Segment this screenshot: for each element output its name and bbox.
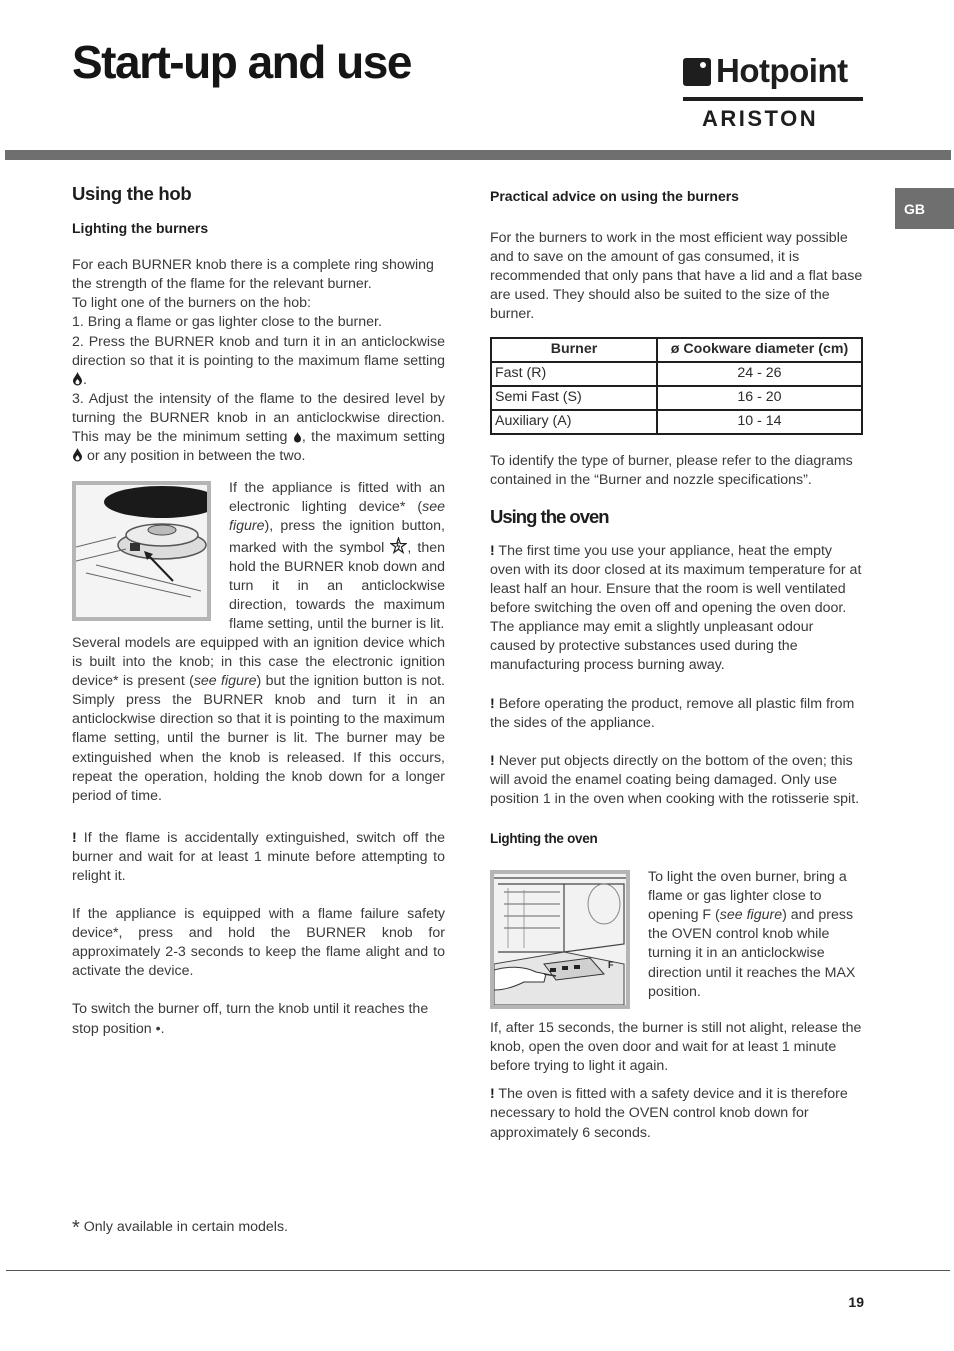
page-number: 19 bbox=[848, 1294, 864, 1310]
paragraph: If, after 15 seconds, the burner is still not alight, release the knob, open the oven door and wait for at least 1 minute before trying to light it again. bbox=[490, 1020, 862, 1075]
oven-lighting-block bbox=[490, 868, 863, 1013]
switch-off-paragraph: To switch the burner off, turn the knob until it reaches the stop position •. bbox=[72, 1001, 429, 1037]
table-header: ø Cookware diameter (cm) bbox=[657, 338, 862, 362]
table-cell: Fast (R) bbox=[491, 362, 657, 386]
table-cell: Auxiliary (A) bbox=[491, 410, 657, 434]
language-tab: GB bbox=[895, 188, 954, 229]
warning-oven-bottom: ! Never put objects directly on the bottom of the oven; this will avoid the enamel coating being damaged. Only use position 1 in the oven when cooking with the rotisserie spit. bbox=[490, 752, 860, 807]
hob-burner-figure bbox=[72, 481, 211, 621]
hotpoint-ariston-logo bbox=[682, 52, 864, 132]
step-3: 3. Adjust the intensity of the flame to the desired level by turning the BURNER knob in an anticlockwise direction. This may be the minimum setting , the maximum setting or any position in between the two. bbox=[72, 390, 445, 465]
table-row bbox=[491, 410, 862, 434]
table-header: Burner bbox=[491, 338, 657, 362]
table-cell: 16 - 20 bbox=[657, 386, 862, 410]
ignition-spark-icon bbox=[390, 537, 407, 554]
max-flame-icon bbox=[72, 448, 83, 462]
brand-name: Hotpoint bbox=[716, 52, 848, 89]
table-cell: 10 - 14 bbox=[657, 410, 862, 434]
step-2: 2. Press the BURNER knob and turn it in an anticlockwise direction so that it is pointing to the maximum flame setting . bbox=[72, 333, 445, 388]
built-in-ignition-paragraph: Several models are equipped with an ignition device which is built into the knob; in this case the electronic ignition device* is present (see figure) but the ignition button is not. Simply press the BURNER knob and turn it in an anticlockwise direction so that it is pointing to the maximum flame setting, until the burner is lit. The burner may be extinguished when the knob is released. If this occurs, repeat the operation, holding the knob down for a longer period of time. bbox=[72, 634, 446, 804]
section-heading-oven: Using the oven bbox=[490, 505, 609, 527]
flame-failure-paragraph: If the appliance is equipped with a flame failure safety device*, press and hold the BURNER knob for approximately 2-3 seconds to keep the flame alight and to activate the device. bbox=[72, 906, 445, 980]
sub-brand-name: ARISTON bbox=[702, 106, 819, 131]
table-cell: 24 - 26 bbox=[657, 362, 862, 386]
table-row bbox=[491, 386, 862, 410]
paragraph: To light one of the burners on the hob: bbox=[72, 295, 311, 312]
subheading-practical-advice: Practical advice on using the burners bbox=[490, 188, 739, 204]
paragraph: For each BURNER knob there is a complete ring showing the strength of the flame for the relevant burner. bbox=[72, 257, 434, 293]
table-cell: Semi Fast (S) bbox=[491, 386, 657, 410]
oven-illustration bbox=[494, 874, 626, 1005]
section-heading-hob: Using the hob bbox=[72, 183, 192, 204]
subheading-lighting-burners: Lighting the burners bbox=[72, 220, 209, 237]
max-flame-icon bbox=[72, 372, 83, 386]
right-column bbox=[490, 187, 863, 1143]
left-column bbox=[72, 184, 445, 1039]
warning-flame-extinguished: ! If the flame is accidentally extinguished, switch off the burner and wait for at least 1 minute before attempting to relight it. bbox=[72, 829, 445, 884]
footer-divider bbox=[6, 1270, 950, 1271]
warning-plastic-film: ! Before operating the product, remove all plastic film from the sides of the appliance. bbox=[490, 695, 855, 731]
step-1: 1. Bring a flame or gas lighter close to the burner. bbox=[72, 314, 382, 331]
paragraph: For the burners to work in the most efficient way possible and to save on the amount of gas consumed, it is recommended that only pans that have a lid and a flat base are used. They should also be suited to the size of the burner. bbox=[490, 230, 863, 323]
subheading-lighting-oven: Lighting the oven bbox=[490, 830, 598, 846]
ignition-paragraph: If the appliance is fitted with an electronic lighting device* (see figure), press the ignition button, marked with the symbol , then hold the BURNER knob down and turn it in an anticlockwise direction, towards the maximum flame setting, until the burner is lit. bbox=[229, 480, 445, 632]
figure-label-f: F bbox=[608, 960, 614, 971]
footnote: * Only available in certain models. bbox=[72, 1217, 288, 1239]
page-title: Start-up and use bbox=[72, 36, 411, 88]
min-flame-icon bbox=[293, 431, 302, 443]
oven-figure bbox=[490, 870, 630, 1009]
header-divider bbox=[5, 150, 951, 160]
table-header-row bbox=[491, 338, 862, 362]
burner-table bbox=[490, 337, 863, 435]
warning-first-use: ! The first time you use your appliance, heat the empty oven with its door closed at its maximum temperature for at least half an hour. Ensure that the room is well ventilated before switching the oven off and opening the oven door. The appliance may emit a slightly unpleasant odour caused by protective substances used during the manufacturing process burning away. bbox=[490, 542, 862, 674]
table-row bbox=[491, 362, 862, 386]
burner-illustration bbox=[76, 485, 207, 617]
paragraph: To identify the type of burner, please refer to the diagrams contained in the “Burner and nozzle specifications”. bbox=[490, 452, 853, 488]
warning-safety-device: ! The oven is fitted with a safety device and it is therefore necessary to hold the OVEN control knob down for approximately 6 seconds. bbox=[490, 1086, 848, 1141]
oven-ignition-paragraph: To light the oven burner, bring a flame or gas lighter close to opening F (see figure) and press the OVEN control knob while turning it in an anticlockwise direction until it reaches the MAX position. bbox=[648, 869, 856, 1000]
ignition-block bbox=[72, 479, 445, 634]
